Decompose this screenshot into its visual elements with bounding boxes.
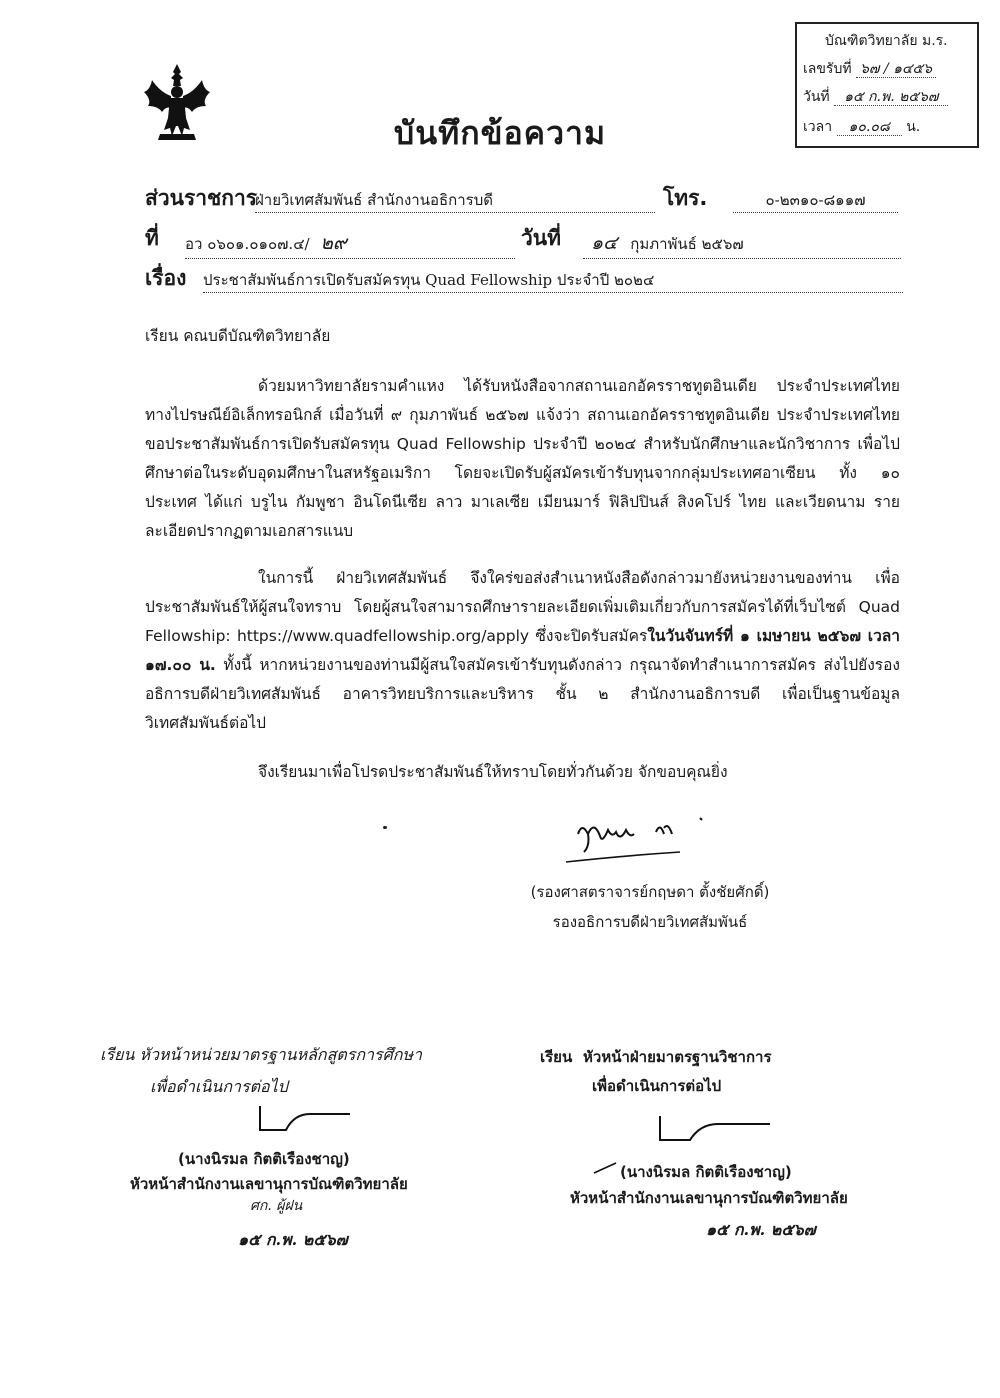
stamp-received-value: ๖๗ / ๑๔๕๖ <box>856 61 936 78</box>
stamp-received-row <box>803 58 936 80</box>
body-paragraph-1: ด้วยมหาวิทยาลัยรามคำแหง ได้รับหนังสือจากสถานเอกอัครราชทูตอินเดีย ประจำประเทศไทย ทางไปรษณีย์อิเล็กทรอนิกส์ เมื่อวันที่ ๙ กุมภาพันธ์ ๒๕๖๗ แจ้งว่า สถานเอกอัครราชทูตอินเดีย ประจำประเทศไทย ขอประชาสัมพันธ์การเปิดรับสมัครทุน Quad Fellowship ประจำปี ๒๐๒๔ สำหรับนักศึกษาและนักวิชาการ เพื่อไปศึกษาต่อในระดับอุดมศึกษาในสหรัฐอเมริกา โดยจะเปิดรับผู้สมัครเข้ารับทุนจากกลุ่มประเทศอาเซียน ทั้ง ๑๐ ประเทศ ได้แก่ บรูไน กัมพูชา อินโดนีเซีย ลาว มาเลเซีย เมียนมาร์ ฟิลิปปินส์ สิงคโปร์ ไทย และเวียดนาม รายละเอียดปรากฏตามเอกสารแนบ <box>145 377 900 540</box>
signer-name: (รองศาสตราจารย์กฤษดา ตั้งชัยศักดิ์) <box>530 883 770 901</box>
left-note-date: ๑๕ ก.พ. ๒๕๖๗ <box>238 1230 348 1249</box>
stamp-date-value: ๑๕ ก.พ. ๒๕๖๗ <box>834 89 948 106</box>
agency-row <box>145 182 905 212</box>
reference-number: ๒๙ <box>320 232 347 254</box>
stamp-received-label: เลขรับที่ <box>803 61 852 77</box>
reference-row <box>145 222 905 252</box>
reference-value-line <box>185 228 515 259</box>
stamp-time-suffix: น. <box>906 119 921 135</box>
left-note-signature <box>250 1100 360 1140</box>
right-note-line1 <box>540 1045 772 1069</box>
signer-position: รองอธิการบดีฝ่ายวิเทศสัมพันธ์ <box>552 913 748 931</box>
left-note-line2: เพื่อดำเนินการต่อไป <box>150 1077 288 1096</box>
date-label: วันที่ <box>521 226 561 250</box>
stamp-time-value: ๑๐.๐๘ <box>837 119 902 136</box>
phone-value: ๐-๒๓๑๐-๘๑๑๗ <box>733 188 898 213</box>
phone-label: โทร. <box>663 186 708 210</box>
date-value: กุมภาพันธ์ ๒๕๖๗ <box>630 235 744 253</box>
agency-label: ส่วนราชการ <box>145 186 258 210</box>
left-note-line1: เรียน หัวหน้าหน่วยมาตรฐานหลักสูตรการศึกษา <box>100 1045 422 1064</box>
stamp-time-label: เวลา <box>803 119 833 135</box>
paragraph-2-deadline: ในวันจันทร์ที่ ๑ เมษายน ๒๕๖๗ เวลา ๑๗.๐๐ น. <box>145 627 900 674</box>
subject-row <box>145 262 905 292</box>
stamp-date-label: วันที่ <box>803 89 830 105</box>
paragraph-2-text-b: ทั้งนี้ หากหน่วยงานของท่านมีผู้สนใจสมัครเข้ารับทุนดังกล่าว กรุณาจัดทำสำเนาการสมัคร ส่งไปยังรองอธิการบดีฝ่ายวิเทศสัมพันธ์ อาคารวิทยบริการและบริหาร ชั้น ๒ สำนักงานอธิการบดี เพื่อเป็นฐานข้อมูลวิเทศสัมพันธ์ต่อไป <box>145 656 901 732</box>
subject-label: เรื่อง <box>145 266 187 290</box>
left-note-initials: ศก. ผู้ฝน <box>250 1198 303 1214</box>
date-value-line <box>583 228 901 259</box>
right-note-line1-label: เรียน <box>540 1048 573 1066</box>
paragraph-2-text-a: ในการนี้ ฝ่ายวิเทศสัมพันธ์ จึงใคร่ขอส่งสำเนาหนังสือดังกล่าวมายังหน่วยงานของท่าน เพื่อประชาสัมพันธ์ให้ผู้สนใจทราบ โดยผู้สนใจสามารถศึกษารายละเอียดเพิ่มเติมเกี่ยวกับการสมัครได้ที่เว็บไซต์ Quad Fellowship: https://www.quadfellowship.org/apply ซึ่งจะปิดรับสมัคร <box>145 569 900 645</box>
left-note-name: (นางนิรมล กิตติเรืองชาญ) <box>178 1150 350 1168</box>
right-note-tick <box>592 1160 620 1174</box>
stamp-date-row <box>803 86 948 108</box>
main-signature <box>560 812 750 872</box>
body-paragraph-2 <box>145 564 900 738</box>
reference-value: อว ๐๖๐๑.๐๑๐๗.๔/ <box>185 235 310 253</box>
reference-label: ที่ <box>145 226 159 250</box>
subject-value: ประชาสัมพันธ์การเปิดรับสมัครทุน Quad Fellowship ประจำปี ๒๐๒๔ <box>203 268 903 293</box>
memo-title: บันทึกข้อความ <box>393 114 607 152</box>
right-note-signature <box>650 1110 780 1150</box>
right-note-line2: เพื่อดำเนินการต่อไป <box>592 1077 722 1095</box>
right-note-date: ๑๕ ก.พ. ๒๕๖๗ <box>706 1220 816 1239</box>
stamp-office: บัณฑิตวิทยาลัย ม.ร. <box>825 33 948 49</box>
right-note-name: (นางนิรมล กิตติเรืองชาญ) <box>620 1163 792 1181</box>
salutation: เรียน คณบดีบัณฑิตวิทยาลัย <box>145 327 331 345</box>
agency-value: ฝ่ายวิเทศสัมพันธ์ สำนักงานอธิการบดี <box>255 188 655 213</box>
body-paragraph-3: จึงเรียนมาเพื่อโปรดประชาสัมพันธ์ให้ทราบโดยทั่วกันด้วย จักขอบคุณยิ่ง <box>258 763 728 781</box>
right-note-line1-value: หัวหน้าฝ่ายมาตรฐานวิชาการ <box>583 1048 772 1066</box>
right-note-position: หัวหน้าสำนักงานเลขานุการบัณฑิตวิทยาลัย <box>570 1189 848 1207</box>
ink-dot <box>383 826 387 829</box>
date-day: ๑๔ <box>591 232 618 254</box>
left-note-position: หัวหน้าสำนักงานเลขานุการบัณฑิตวิทยาลัย <box>130 1175 408 1193</box>
